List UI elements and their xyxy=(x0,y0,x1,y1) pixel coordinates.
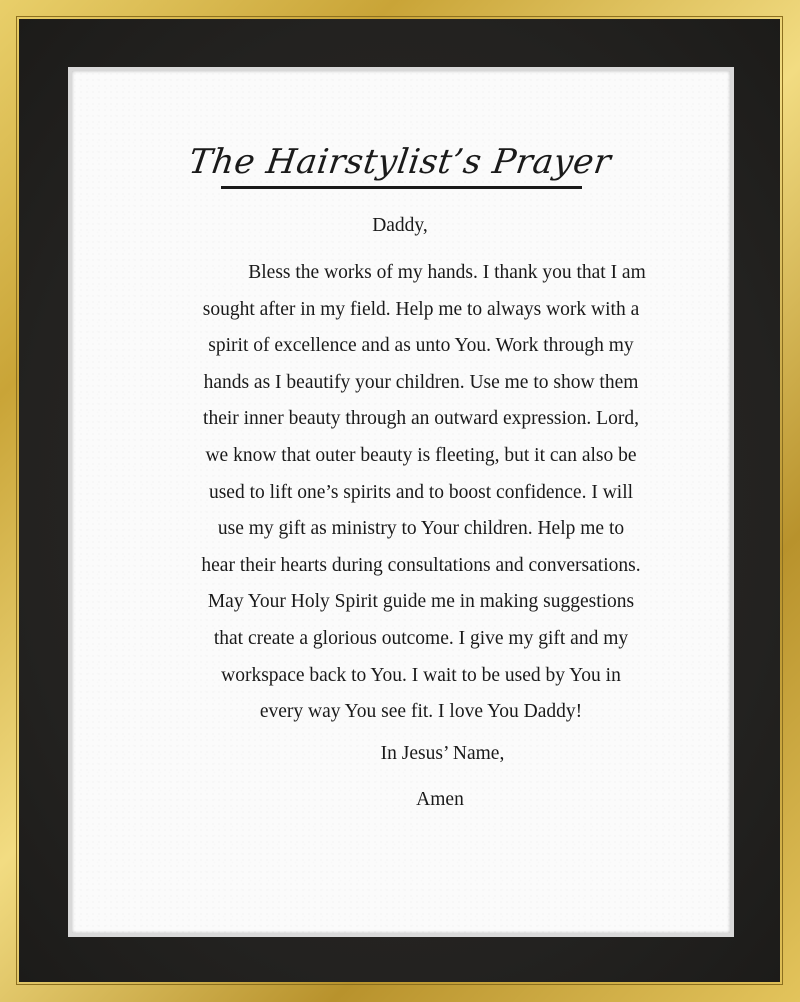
prayer-line: workspace back to You. I wait to be used by You in xyxy=(221,664,621,686)
prayer-body xyxy=(172,255,670,731)
page-title: The Hairstylist’s Prayer xyxy=(186,142,614,182)
amen: Amen xyxy=(416,789,464,810)
title-container xyxy=(0,142,800,182)
prayer-line: hear their hearts during consultations and conversations. xyxy=(201,554,641,576)
title-underline xyxy=(221,186,582,189)
greeting: Daddy, xyxy=(372,215,428,236)
prayer-line: spirit of excellence and as unto You. Work through my xyxy=(208,335,634,357)
prayer-line: every way You see fit. I love You Daddy! xyxy=(259,701,583,723)
prayer-line: hands as I beautify your children. Use me to show them xyxy=(203,371,639,393)
prayer-line: use my gift as ministry to Your children. Help me to xyxy=(217,518,625,540)
prayer-line: May Your Holy Spirit guide me in making suggestions xyxy=(207,591,635,613)
prayer-line: their inner beauty through an outward expression. Lord, xyxy=(203,408,639,430)
prayer-line: sought after in my field. Help me to always work with a xyxy=(202,298,640,320)
prayer-line: used to lift one’s spirits and to boost confidence. I will xyxy=(208,481,634,503)
prayer-line: that create a glorious outcome. I give my gift and my xyxy=(213,627,629,649)
closing-line: In Jesus’ Name, xyxy=(380,743,505,764)
prayer-line: Bless the works of my hands. I thank you that I am xyxy=(248,262,646,283)
prayer-line: we know that outer beauty is fleeting, but it can also be xyxy=(205,444,637,466)
